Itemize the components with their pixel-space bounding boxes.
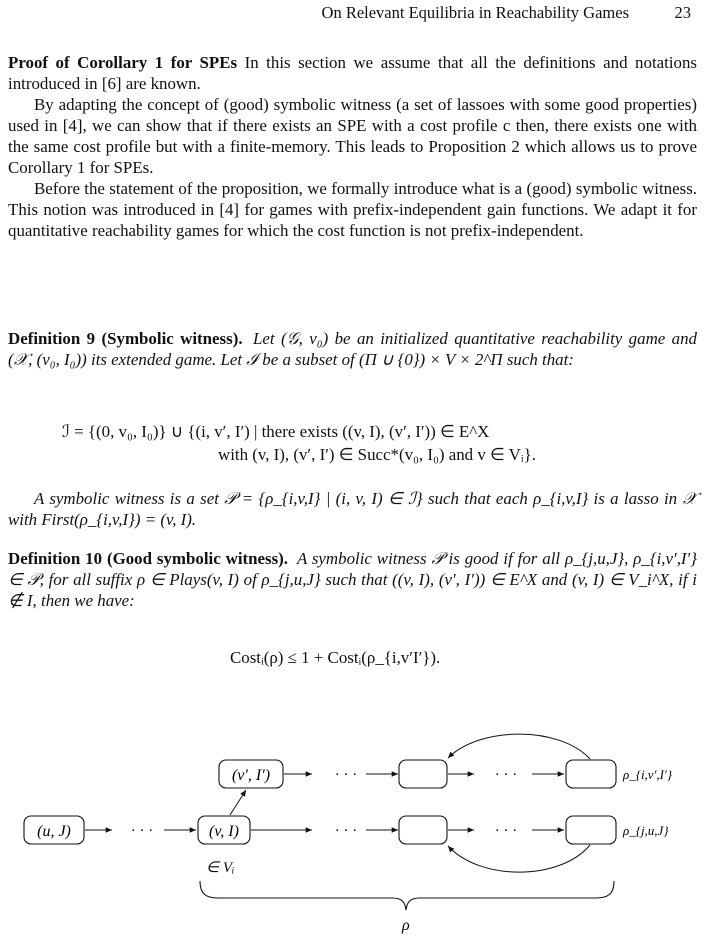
symbolic-witness-text xyxy=(8,488,697,530)
definition-9-after: A symbolic witness is a set 𝒫 = {ρ_{i,v,I} | (i, v, I) ∈ ℐ} such that each ρ_{i,v,I} is a lasso in 𝒳 with First(ρ_{i,v,I}) = (v, I). xyxy=(8,489,697,529)
node-bottom-empty-1 xyxy=(399,816,447,844)
suffix-brace xyxy=(200,881,614,910)
definition-10-label: Definition 10 (Good symbolic witness). xyxy=(8,549,289,568)
node-bottom-empty-2 xyxy=(566,816,616,844)
dots-top-2: · · · xyxy=(494,767,518,783)
definition-10-body: A symbolic witness 𝒫 is good if for all ρ_{j,u,J}, ρ_{i,v′,I′} ∈ 𝒫, for all suffix ρ ∈ Plays(v, I) of ρ_{j,u,J} such that ((v, I), (v′, I′)) ∈ E^X and (v, I) ∈ V_i^X, if i ∉ I, then we have: xyxy=(8,549,697,610)
proof-para-2: By adapting the concept of (good) symbolic witness (a set of lassoes with some good properties) used in [4], we can show that if there exists an SPE with a cost profile c then, there exists one with the same cost profile but with a finite-memory. This leads to Proposition 2 which allows us to prove Corollary 1 for SPEs. xyxy=(8,95,697,177)
definition-10-equation: Costᵢ(ρ) ≤ 1 + Costᵢ(ρ_{i,v′I′}). xyxy=(230,648,441,667)
loop-arc-top xyxy=(448,734,590,759)
node-u-j-label: (u, J) xyxy=(37,823,71,840)
label-rho-brace: ρ xyxy=(402,917,410,934)
node-vprime-iprime-label: (v′, I′) xyxy=(231,767,271,784)
running-title: On Relevant Equilibria in Reachability Games xyxy=(321,3,629,22)
page-number: 23 xyxy=(674,3,691,22)
definition-9 xyxy=(8,328,697,370)
dots-bottom-2: · · · xyxy=(334,823,358,839)
proof-para-1: In this section we assume that all the definitions and notations introduced in [6] are known. xyxy=(8,53,697,93)
definition-9-label: Definition 9 (Symbolic witness). xyxy=(8,329,243,348)
definition-9-equation-line-1: ℐ = {(0, v₀, I₀)} ∪ {(i, v′, I′) | there exists ((v, I), (v′, I′)) ∈ E^X xyxy=(62,422,490,441)
proof-para-3: Before the statement of the proposition, we formally introduce what is a (good) symbolic witness. This notion was introduced in [4] for games with prefix-independent gain functions. We adapt it for quantitative reachability games for which the cost function is not prefix-independent. xyxy=(8,179,697,240)
proof-section xyxy=(8,52,697,241)
dots-bottom-1: · · · xyxy=(130,823,154,839)
definition-9-equation-line-2: with (v, I), (v′, I′) ∈ Succ*(v₀, I₀) and v ∈ Vᵢ}. xyxy=(218,445,536,464)
running-header xyxy=(0,0,705,26)
definition-10 xyxy=(8,548,697,611)
dots-bottom-3: · · · xyxy=(494,823,518,839)
node-top-empty-2 xyxy=(566,760,616,788)
node-top-empty-1 xyxy=(399,760,447,788)
label-rho-top: ρ_{i,v′,I′} xyxy=(623,767,673,782)
loop-arc-bottom xyxy=(448,845,590,872)
label-in-vi: ∈ Vᵢ xyxy=(206,860,235,876)
node-v-i-label: (v, I) xyxy=(209,823,239,840)
definition-9-body: Let (𝒢, v₀) be an initialized quantitative reachability game and (𝒳, (v₀, I₀)) its extended game. Let ℐ be a subset of (Π ∪ {0}) × V × 2^Π such that: xyxy=(8,329,697,369)
lasso-figure xyxy=(0,676,705,936)
proof-title: Proof of Corollary 1 for SPEs xyxy=(8,53,238,72)
label-rho-bottom: ρ_{j,u,J} xyxy=(623,823,669,838)
dots-top-1: · · · xyxy=(334,767,358,783)
